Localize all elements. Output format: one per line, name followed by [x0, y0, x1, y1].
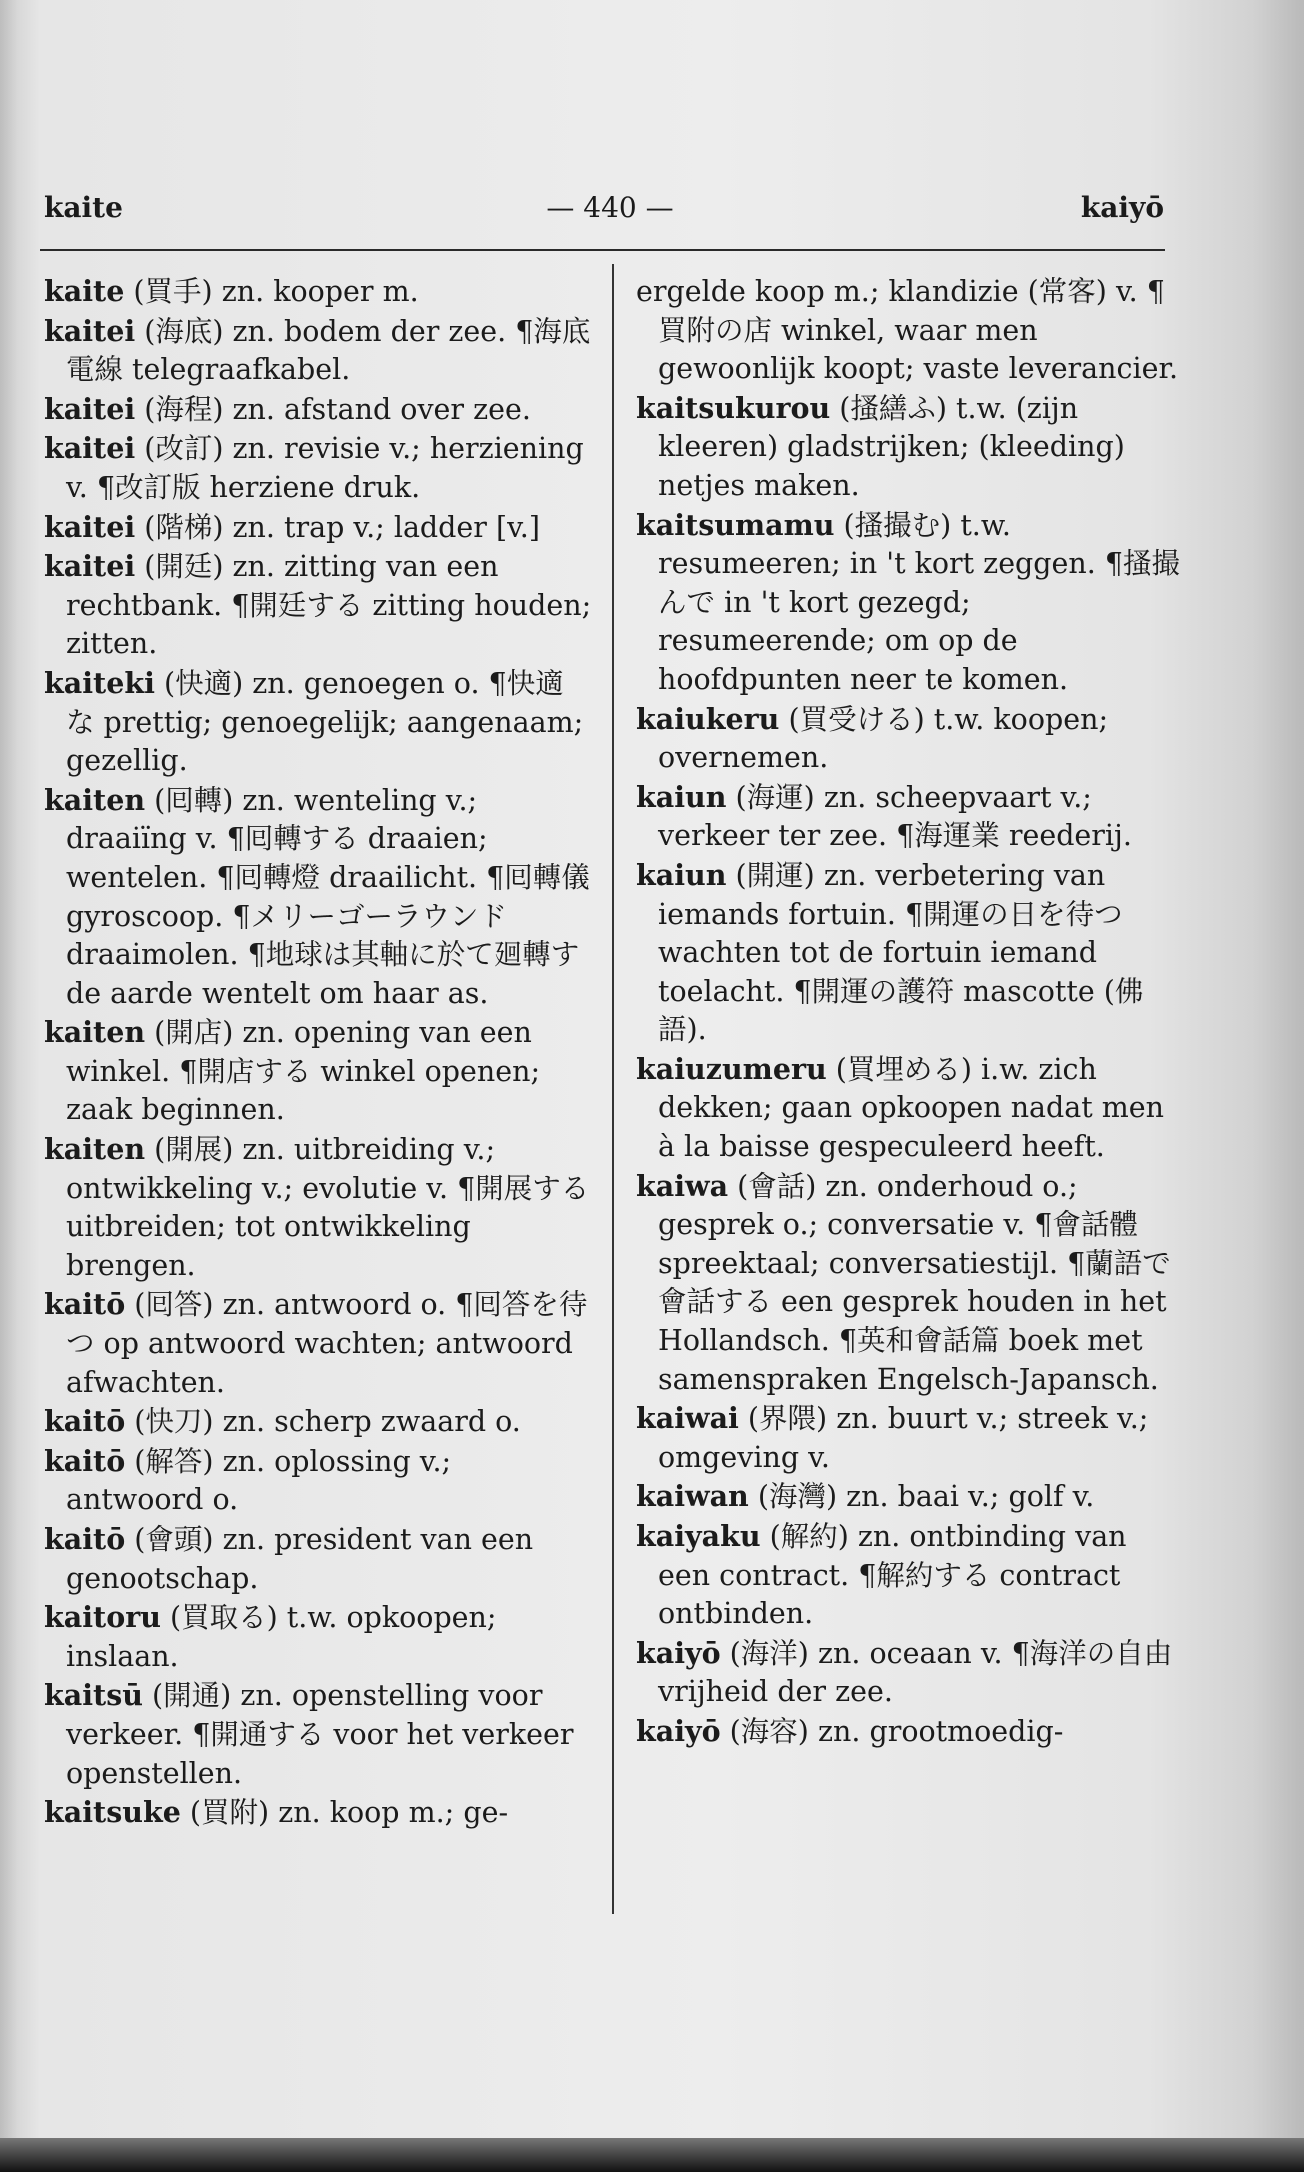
headword: kaiten: [44, 1015, 146, 1050]
entry-text: (會頭) zn. president van een genootschap.: [66, 1523, 534, 1595]
dictionary-entry: [636, 778, 1184, 856]
headword: kaitei: [44, 313, 136, 348]
headword: kaiyō: [636, 1635, 721, 1670]
entry-text: (開通) zn. openstelling voor verkeer. ¶開通する voor het verkeer openstellen.: [66, 1679, 574, 1790]
dictionary-entry: [44, 1285, 592, 1402]
entry-text: (海灣) zn. baai v.; golf v.: [748, 1480, 1095, 1514]
entry-text: (買埋める) i.w. zich dekken; gaan opkoopen nadat men à la baisse gespeculeerd heeft.: [658, 1052, 1165, 1164]
dictionary-entry: [44, 1402, 592, 1442]
dictionary-entry: [636, 1050, 1184, 1167]
dictionary-entry: [44, 312, 592, 390]
dictionary-entry: [636, 1712, 1184, 1752]
dictionary-entry: [636, 1477, 1184, 1517]
right-column: [636, 272, 1184, 1752]
entry-text: (海運) zn. scheepvaart v.; verkeer ter zee. ¶海運業 reederij.: [658, 780, 1132, 853]
headword: kaitei: [44, 391, 136, 426]
headword: kaitō: [44, 1443, 126, 1478]
dictionary-entry: [44, 1676, 592, 1793]
dictionary-entry: [44, 390, 592, 430]
dictionary-entry: [636, 506, 1184, 700]
headword: kaiwa: [636, 1168, 729, 1203]
dictionary-entry: [44, 429, 592, 507]
entry-text: (界隈) zn. buurt v.; streek v.; omgeving v.: [658, 1402, 1149, 1474]
entry-text: (解答) zn. oplossing v.; antwoord o.: [66, 1444, 452, 1517]
entry-text: (開展) zn. uitbreiding v.; ontwikkeling v.; evolutie v. ¶開展する uitbreiden; tot ontwikkeling brengen.: [66, 1133, 590, 1282]
entry-text: (解約) zn. ontbinding van een contract. ¶解約する contract ontbinden.: [658, 1520, 1127, 1631]
headword: kaitsukurou: [636, 390, 831, 425]
header-rule: [40, 249, 1165, 251]
entry-text: (開運) zn. verbetering van iemands fortuin. ¶開運の日を待つ wachten tot de fortuin iemand toelacht. ¶開運の護符 mascotte (佛語).: [658, 858, 1144, 1047]
entry-text: (買附) zn. koop m.; ge-: [180, 1796, 509, 1830]
headword: kaiyaku: [636, 1519, 761, 1553]
dictionary-entry: [44, 272, 592, 312]
headword: kaitō: [44, 1287, 126, 1322]
headword: kaite: [44, 274, 125, 308]
headword: kaiten: [44, 782, 146, 817]
entry-text: (會話) zn. onderhoud o.; gesprek o.; conversatie v. ¶會話體 spreektaal; conversatiestijl. ¶蘭語で會話する een gesprek houden in het Hollandsch. ¶英和會話篇 boek met samenspraken Engelsch-Japansch.: [658, 1169, 1171, 1396]
running-head-right: kaiyō: [1080, 191, 1164, 224]
entry-text: (囘答) zn. antwoord o. ¶囘答を待つ op antwoord wachten; antwoord afwachten.: [66, 1288, 588, 1399]
headword: kaitō: [44, 1404, 126, 1439]
dictionary-entry: [44, 1520, 592, 1598]
headword: kaitei: [44, 431, 136, 466]
dictionary-entry: [636, 1167, 1184, 1400]
headword: kaitsū: [44, 1678, 143, 1713]
headword: kaitei: [44, 509, 136, 544]
dictionary-entry: [44, 547, 592, 664]
column-divider: [612, 264, 614, 1914]
headword: kaitei: [44, 549, 136, 584]
entry-text: (階梯) zn. trap v.; ladder [v.]: [135, 510, 540, 544]
page-number: — 440 —: [546, 191, 674, 224]
dictionary-entry: [44, 664, 592, 781]
entry-text: (快刀) zn. scherp zwaard o.: [125, 1405, 521, 1439]
dictionary-entry: [636, 856, 1184, 1050]
entry-text: (海洋) zn. oceaan v. ¶海洋の自由 vrijheid der zee.: [658, 1636, 1173, 1709]
entry-text: (買手) zn. kooper m.: [124, 275, 419, 308]
dictionary-entry: [44, 1598, 592, 1676]
headword: kaiwan: [636, 1479, 749, 1514]
left-column: [44, 272, 592, 1833]
headword: kaitsumamu: [636, 507, 835, 542]
dictionary-entry: [636, 389, 1184, 506]
entry-text: (快適) zn. genoegen o. ¶快適な prettig; genoegelijk; aangenaam; gezellig.: [66, 666, 584, 778]
headword: kaiun: [636, 779, 727, 814]
entry-text: ergelde koop m.; klandizie (常客) v. ¶買附の店 winkel, waar men gewoonlijk koopt; vaste leverancier.: [636, 275, 1179, 386]
entry-text: (搔撮む) t.w. resumeeren; in 't kort zeggen. ¶搔撮んで in 't kort gezegd; resumeerende; om op de hoofdpunten neer te komen.: [658, 508, 1181, 696]
entry-text: (海容) zn. grootmoedig-: [720, 1714, 1064, 1748]
dictionary-entry: [44, 508, 592, 548]
entry-text: (海程) zn. afstand over zee.: [135, 392, 531, 426]
entry-text: (改訂) zn. revisie v.; herziening v. ¶改訂版 herziene druk.: [66, 432, 584, 504]
entry-text: (買取る) t.w. opkoopen; inslaan.: [66, 1601, 497, 1673]
headword: kaiuzumeru: [636, 1051, 827, 1086]
dictionary-entry: [636, 1634, 1184, 1712]
dictionary-entry: [44, 1013, 592, 1130]
entry-text: (開廷) zn. zitting van een rechtbank. ¶開廷する zitting houden; zitten.: [66, 550, 592, 661]
running-head-left: kaite: [44, 191, 123, 224]
headword: kaitō: [44, 1522, 126, 1556]
entry-text: (囘轉) zn. wenteling v.; draaiïng v. ¶囘轉する draaien; wentelen. ¶囘轉燈 draailicht. ¶囘轉儀 gyroscoop. ¶メリーゴーラウンド draaimolen. ¶地球は其軸に於て廻轉す de aarde wentelt om haar as.: [66, 783, 590, 1010]
headword: kaitsuke: [44, 1795, 181, 1830]
entry-text: (海底) zn. bodem der zee. ¶海底電線 telegraafkabel.: [66, 314, 591, 387]
dictionary-entry: [44, 781, 592, 1014]
headword: kaiwai: [636, 1401, 739, 1436]
headword: kaiun: [636, 857, 727, 892]
headword: kaiteki: [44, 665, 155, 700]
headword: kaiyō: [636, 1713, 721, 1748]
dictionary-entry: [636, 272, 1184, 389]
headword: kaitoru: [44, 1600, 161, 1635]
dictionary-entry: [636, 1517, 1184, 1634]
entry-text: (開店) zn. opening van een winkel. ¶開店する winkel openen; zaak beginnen.: [66, 1016, 541, 1127]
headword: kaiten: [44, 1132, 146, 1167]
dictionary-entry: [636, 1399, 1184, 1477]
entry-text: (搔繕ふ) t.w. (zijn kleeren) gladstrijken; (kleeding) netjes maken.: [658, 391, 1125, 502]
dictionary-entry: [636, 700, 1184, 778]
entry-text: (買受ける) t.w. koopen; overnemen.: [658, 702, 1109, 775]
dictionary-entry: [44, 1442, 592, 1520]
dictionary-entry: [44, 1130, 592, 1285]
dictionary-entry: [44, 1793, 592, 1833]
headword: kaiukeru: [636, 701, 780, 736]
